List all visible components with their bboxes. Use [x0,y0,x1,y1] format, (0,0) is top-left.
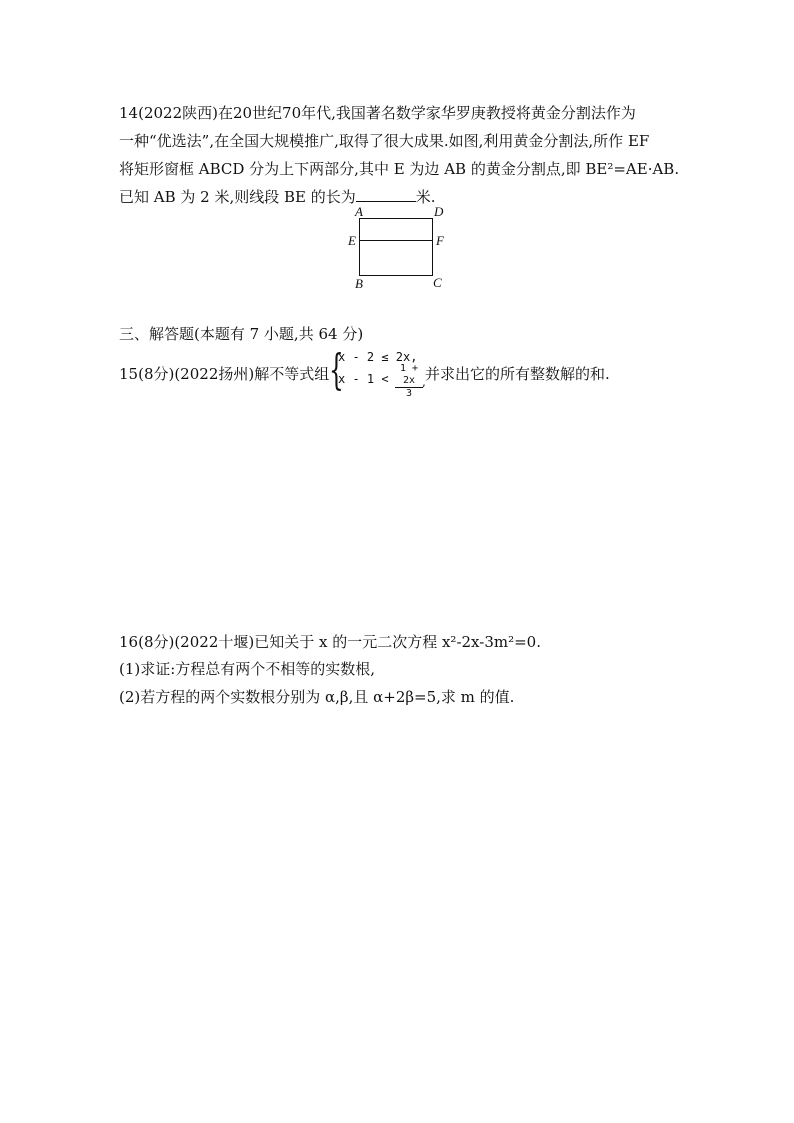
fraction-denominator: 3 [405,388,413,399]
q15-suffix: 并求出它的所有整数解的和. [425,365,610,383]
brace-icon: { [329,345,344,394]
label-a: A [355,204,363,219]
label-d: D [434,204,444,219]
q15-comma: , [422,375,426,389]
q16-line1: 16(8分)(2022十堰)已知关于 x 的一元二次方程 x²-2x-3m²=0. [119,633,541,651]
q15-inequality-1: x - 2 ≤ 2x, [338,350,418,364]
segment-ef [359,240,433,241]
window-frame-figure [345,204,450,292]
q14-line3: 将矩形窗框 ABCD 分为上下两部分,其中 E 为边 AB 的黄金分割点,即 BE²=AE·AB. [119,160,680,178]
q16-part1: (1)求证:方程总有两个不相等的实数根, [119,660,376,678]
label-c: C [433,275,442,290]
rectangle-abcd [359,218,433,276]
section-title: 三、解答题(本题有 7 小题,共 64 分) [119,325,364,343]
label-b: B [355,276,363,291]
q15-prefix: 15(8分)(2022扬州)解不等式组 [119,365,330,383]
q14-line4-text: 已知 AB 为 2 米,则线段 BE 的长为 [119,188,356,206]
q14-line4-unit: 米. [415,188,436,206]
q15-inequality-2: x - 1 < [338,372,389,386]
q14-line1: 14(2022陕西)在20世纪70年代,我国著名数学家华罗庚教授将黄金分割法作为 [119,104,636,122]
q14-line2: 一种“优选法”,在全国大规模推广,取得了很大成果.如图,利用黄金分割法,所作 EF [119,132,650,150]
label-f: F [436,233,444,248]
fraction-numerator: 1 + 2x [395,363,423,388]
q15-fraction [395,363,423,400]
q16-part2: (2)若方程的两个实数根分别为 α,β,且 α+2β=5,求 m 的值. [119,688,515,706]
answer-blank[interactable] [356,186,416,202]
label-e: E [348,233,356,248]
